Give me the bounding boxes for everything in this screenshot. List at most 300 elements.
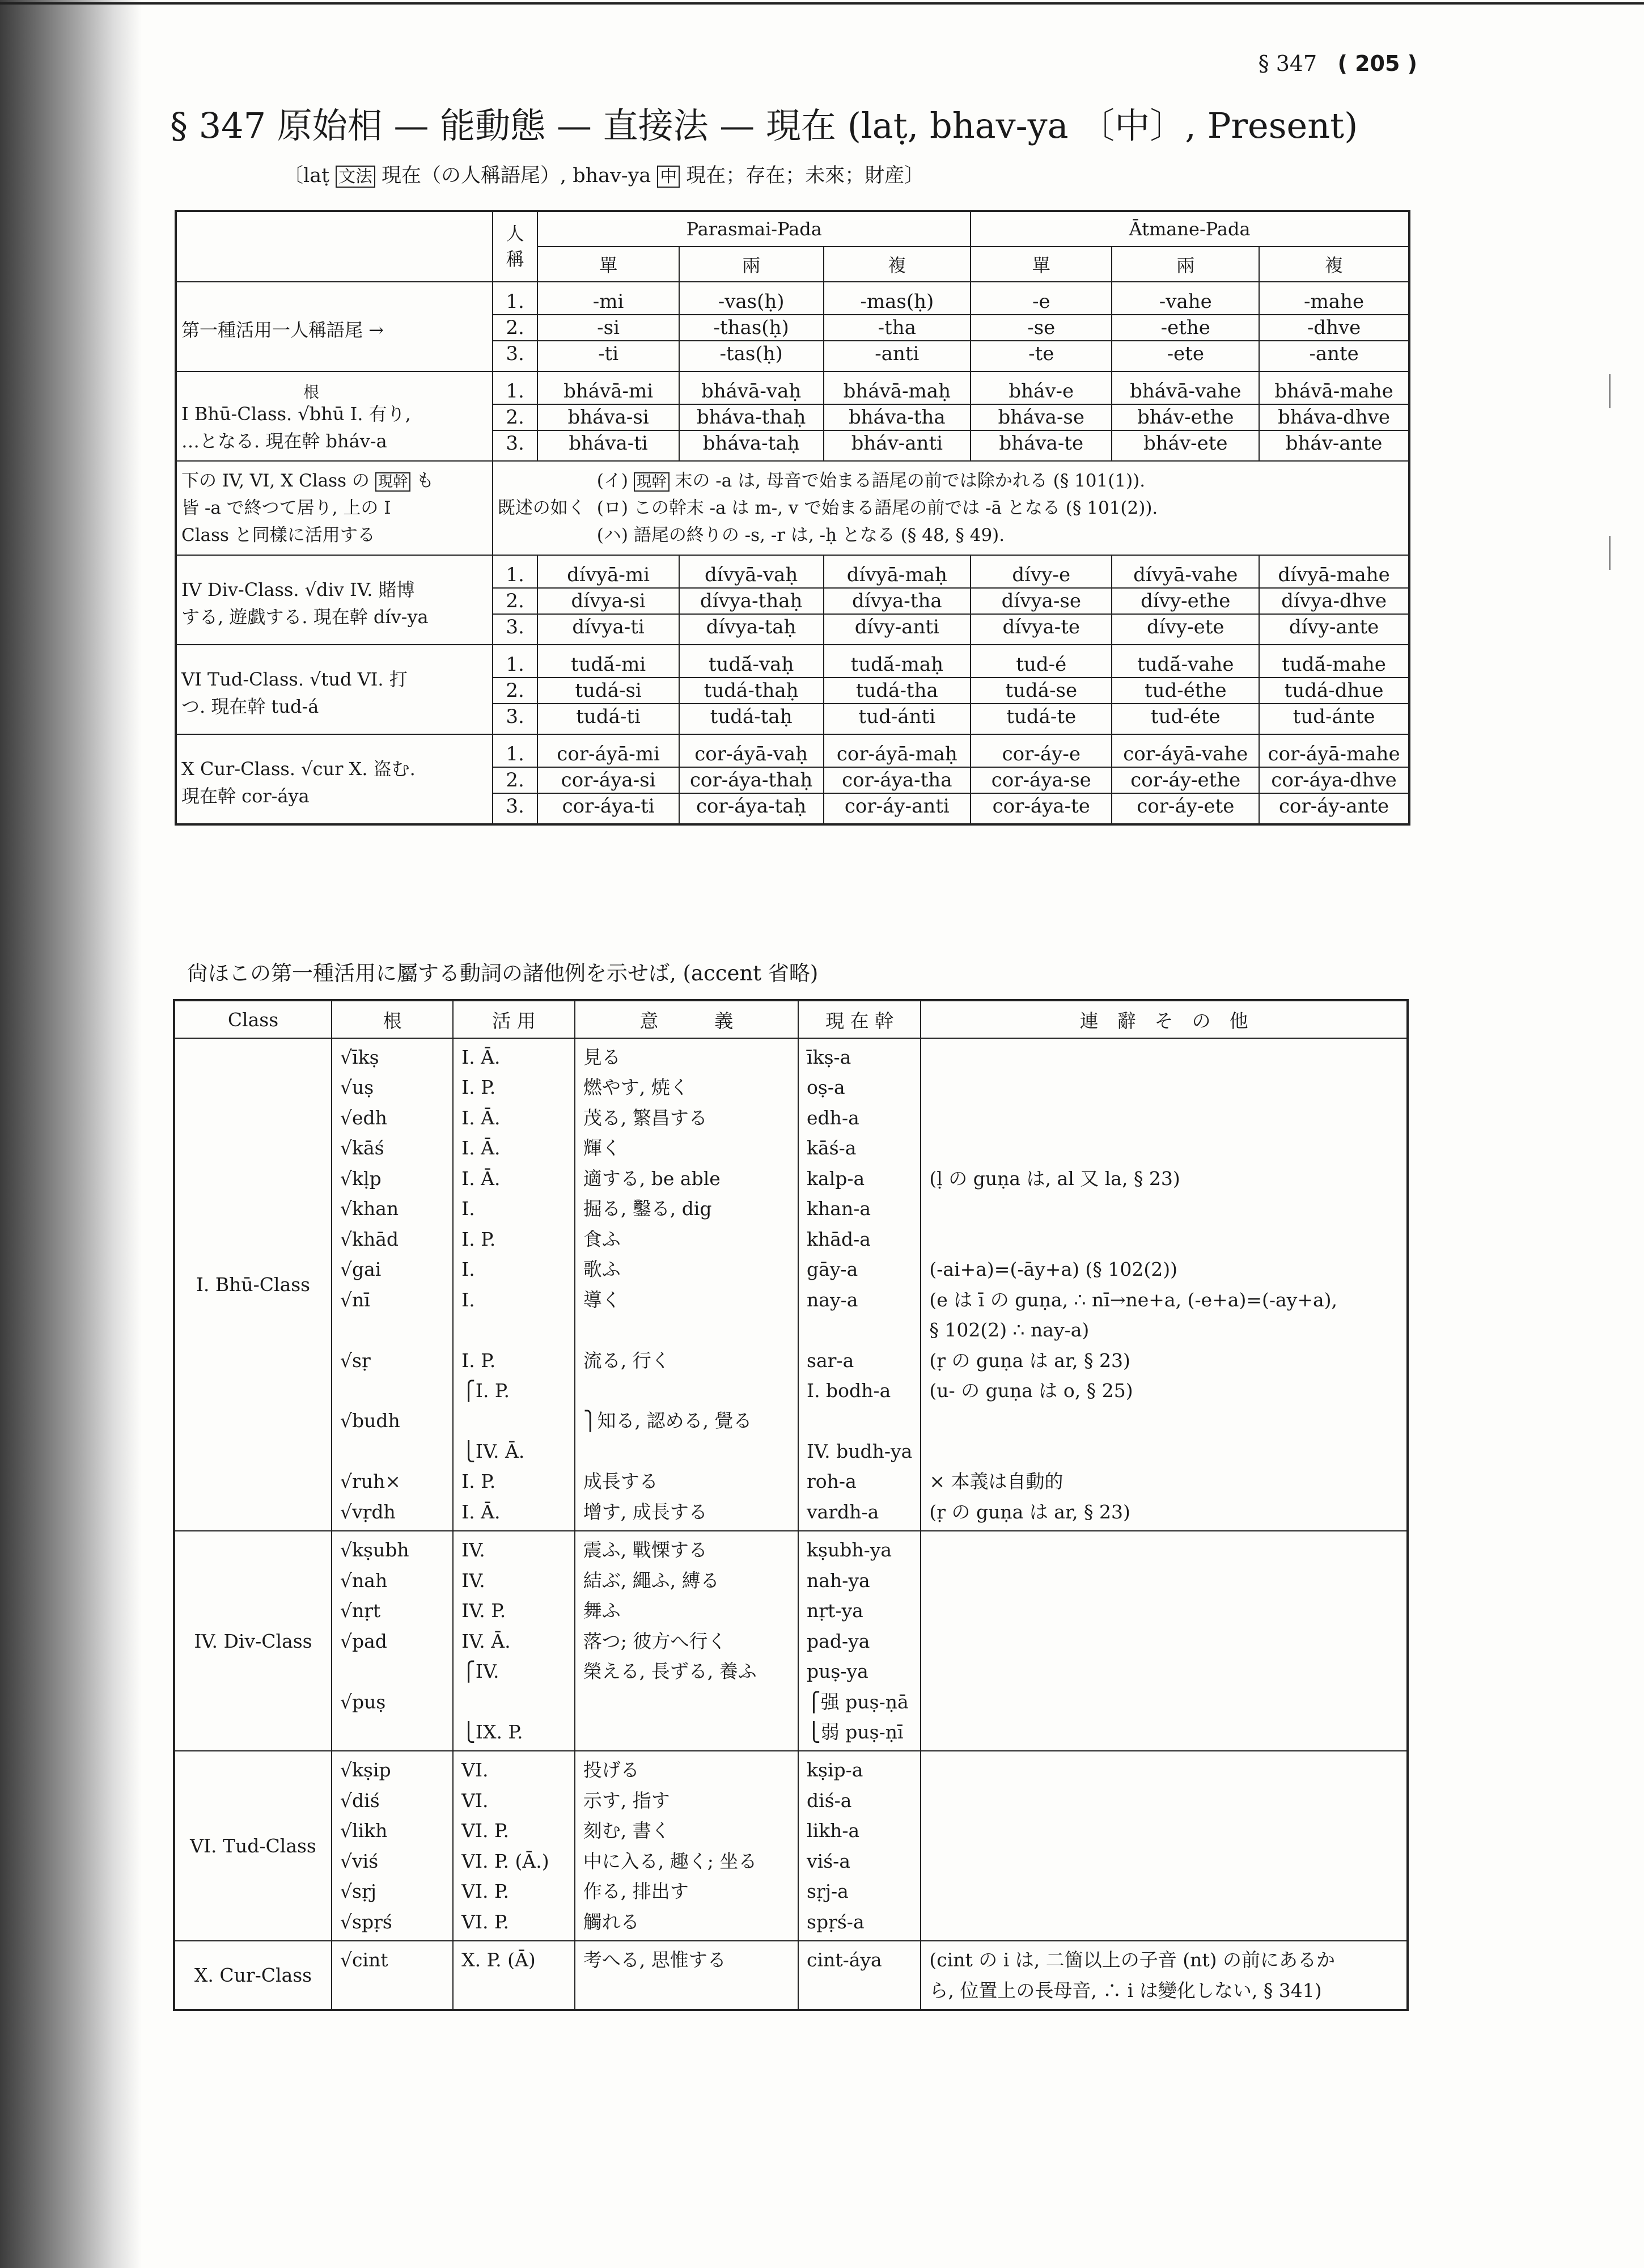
cell-line: I. Ā.: [461, 1106, 501, 1129]
form-cell: bhávā-mi: [537, 371, 679, 404]
person-header: 人稱: [493, 211, 538, 282]
cell-line: [340, 1315, 444, 1345]
corner-cell: [176, 211, 493, 282]
form-cell: -ete: [1112, 341, 1259, 371]
cell-line: (cint の i は, 二箇以上の子音 (nt) の前にあるか: [929, 1949, 1336, 1971]
form-cell: dívya-dhve: [1259, 588, 1409, 614]
cell-line: [929, 1656, 1399, 1686]
person-number: 1.: [493, 282, 538, 315]
cell-line: √edh: [340, 1106, 387, 1129]
class-label-line: …となる. 現在幹 bháv-a: [181, 430, 387, 452]
cell-line: I. Ā.: [461, 1500, 501, 1523]
cell-line: (ṛ の guṇa は ar, § 23): [929, 1349, 1130, 1372]
class-label-line: IV Div-Class. √div IV. 賭博: [181, 579, 415, 600]
form-cell: cor-áyā-mi: [537, 734, 679, 767]
form-cell: cor-áyā-mahe: [1259, 734, 1409, 767]
person-number: 3.: [493, 614, 538, 645]
form-cell: bháv-e: [971, 371, 1112, 404]
class-name: IV. Div-Class: [174, 1531, 332, 1751]
cell-line: 食ふ: [583, 1228, 621, 1250]
form-cell: dívya-te: [971, 614, 1112, 645]
cell-line: √vṛdh: [340, 1500, 396, 1523]
form-cell: tudá-se: [971, 678, 1112, 704]
form-cell: dívy-anti: [824, 614, 971, 645]
cell-line: [929, 1846, 1399, 1876]
form-cell: tudá-si: [537, 678, 679, 704]
class-label: [176, 371, 493, 461]
cell-line: [929, 1194, 1399, 1224]
cell-line: [929, 1072, 1399, 1102]
cell-line: √sṛ: [340, 1349, 371, 1372]
cell-line: 燃やす, 焼く: [583, 1076, 689, 1099]
cell-line: ⎩IX. P.: [461, 1720, 523, 1743]
form-cell: tudā́-mahe: [1259, 645, 1409, 678]
cell-line: ⎩IV. Ā.: [461, 1440, 525, 1462]
form-cell: -se: [971, 315, 1112, 341]
cell-line: [929, 1717, 1399, 1747]
cell-line: I. P.: [461, 1076, 496, 1099]
top-rule: [0, 2, 1644, 5]
form-cell: bháv-ete: [1112, 430, 1259, 461]
cell-line: √nī: [340, 1288, 370, 1311]
form-cell: bháva-ti: [537, 430, 679, 461]
class-note: 下の IV, VI, X Class の 現幹 も 皆 -a で終つて居り, 上の I Class と同樣に活用する: [176, 461, 493, 555]
cell-line: I. Ā.: [461, 1046, 501, 1068]
cell-line: 榮える, 長ずる, 養ふ: [583, 1660, 757, 1683]
form-cell: -tas(ḥ): [679, 341, 824, 371]
cell-line: VI. P.: [461, 1910, 510, 1933]
class-group: [174, 1038, 1408, 1531]
section-title: § 347 原始相 — 能動態 — 直接法 — 現在 (laṭ, bhav-ya 〔中〕, Present): [170, 105, 1358, 146]
cell-line: [461, 1406, 566, 1436]
cell-line: [929, 1224, 1399, 1254]
cell-line: √ruh×: [340, 1470, 401, 1493]
form-cell: cor-áy-ete: [1112, 793, 1259, 824]
form-cell: tudá-ti: [537, 704, 679, 734]
cell-line: √kṣip: [340, 1759, 391, 1782]
scan-mark: [1609, 536, 1611, 570]
class-label-line: つ. 現在幹 tud-á: [181, 696, 319, 717]
other-cell: [921, 1038, 1408, 1531]
cell-line: √sṛj: [340, 1880, 376, 1903]
cell-line: ⎧强 puṣ-ṇā: [807, 1690, 909, 1713]
cell-line: [583, 1717, 790, 1747]
cell-line: viś-a: [807, 1850, 850, 1872]
cell-line: 增す, 成長する: [583, 1500, 707, 1523]
root-cell: [332, 1531, 453, 1751]
form-cell: tudā́-mi: [537, 645, 679, 678]
running-header: [1259, 51, 1417, 76]
cell-line: [340, 1975, 444, 2005]
form-cell: -si: [537, 315, 679, 341]
form-cell: cor-áyā-vahe: [1112, 734, 1259, 767]
cell-line: [929, 1816, 1399, 1846]
form-cell: cor-áya-thaḥ: [679, 767, 824, 793]
form-cell: bháva-se: [971, 404, 1112, 430]
cell-line: [929, 1133, 1399, 1163]
form-cell: dívyā-mahe: [1259, 555, 1409, 588]
conj-row: [176, 645, 1409, 678]
cell-line: (e は ī の guṇa, ∴ nī→ne+a, (-e+a)=(-ay+a),: [929, 1288, 1338, 1311]
cell-line: (u- の guṇa は o, § 25): [929, 1379, 1133, 1402]
person-number: 1.: [493, 371, 538, 404]
stem-cell: [798, 1751, 921, 1941]
form-cell: bhávā-maḥ: [824, 371, 971, 404]
form-cell: cor-áya-dhve: [1259, 767, 1409, 793]
person-number: 3.: [493, 704, 538, 734]
conj-cell: [453, 1751, 575, 1941]
cell-line: √spṛś: [340, 1910, 392, 1933]
cell-line: IV.: [461, 1569, 485, 1592]
cell-line: 適する, be able: [583, 1167, 721, 1190]
form-cell: dívya-thaḥ: [679, 588, 824, 614]
num-header: 複: [1259, 247, 1409, 282]
form-cell: -vas(ḥ): [679, 282, 824, 315]
cell-line: (ṛ の guṇa は ar, § 23): [929, 1500, 1130, 1523]
class-label-line: 現在幹 cor-áya: [181, 785, 310, 807]
person-number: 1.: [493, 555, 538, 588]
cell-line: [340, 1656, 444, 1686]
conj-row: [176, 734, 1409, 767]
cell-line: I. P.: [461, 1470, 496, 1493]
class-label: [176, 645, 493, 734]
form-cell: dívy-ante: [1259, 614, 1409, 645]
form-cell: dívya-se: [971, 588, 1112, 614]
form-cell: dívy-ethe: [1112, 588, 1259, 614]
cell-line: [929, 1565, 1399, 1596]
cell-line: X. P. (Ā): [461, 1949, 536, 1971]
cell-line: [807, 1406, 912, 1436]
form-cell: bháva-te: [971, 430, 1112, 461]
cell-line: 流る, 行く: [583, 1349, 670, 1372]
cell-line: [583, 1315, 790, 1345]
form-cell: -anti: [824, 341, 971, 371]
cell-line: [929, 1755, 1399, 1785]
cell-line: I. Ā.: [461, 1137, 501, 1160]
num-header: 單: [971, 247, 1112, 282]
neuter-box: 中: [657, 166, 680, 188]
cell-line: I.: [461, 1288, 475, 1311]
cell-line: √nṛt: [340, 1600, 381, 1622]
page-number: ( 205 ): [1337, 51, 1417, 76]
form-cell: bhávā-vahe: [1112, 371, 1259, 404]
cell-line: 落つ; 彼方へ行く: [583, 1630, 727, 1652]
form-cell: dívy-e: [971, 555, 1112, 588]
root-cell: [332, 1751, 453, 1941]
cell-line: IV.: [461, 1539, 485, 1562]
cell-line: puṣ-ya: [807, 1660, 868, 1683]
cell-line: [929, 1042, 1399, 1072]
cell-line: VI. P. (Ā.): [461, 1850, 549, 1872]
form-cell: cor-áya-tha: [824, 767, 971, 793]
cell-line: [583, 1436, 790, 1466]
cell-line: 見る: [583, 1046, 621, 1068]
cell-line: 輝く: [583, 1137, 621, 1160]
cell-line: [340, 1376, 444, 1406]
form-cell: cor-áya-ti: [537, 793, 679, 824]
form-cell: bháva-thaḥ: [679, 404, 824, 430]
subtitle-mid: 現在（の人稱語尾）, bhav-ya: [381, 164, 651, 187]
cell-line: [929, 1103, 1399, 1133]
scan-mark: [1609, 374, 1611, 408]
form-cell: -mahe: [1259, 282, 1409, 315]
form-cell: dívyā-mi: [537, 555, 679, 588]
form-cell: -dhve: [1259, 315, 1409, 341]
sandhi-rules: [493, 461, 1409, 555]
form-cell: bháv-ethe: [1112, 404, 1259, 430]
cell-line: [929, 1535, 1399, 1565]
cell-line: 震ふ, 戰慄する: [583, 1539, 707, 1562]
class-label: 第一種活用一人稱語尾 →: [176, 282, 493, 371]
form-cell: -tha: [824, 315, 971, 341]
cell-line: √kāś: [340, 1137, 384, 1160]
meaning-cell: [575, 1941, 798, 2010]
form-cell: cor-áy-e: [971, 734, 1112, 767]
subtitle-pre: 〔laṭ: [283, 164, 330, 187]
cell-line: [807, 1315, 912, 1345]
person-number: 3.: [493, 793, 538, 824]
meaning-cell: [575, 1751, 798, 1941]
cell-line: (ḷ の guṇa は, al 又 la, § 23): [929, 1167, 1180, 1190]
cell-line: [461, 1687, 566, 1717]
cell-line: √budh: [340, 1410, 400, 1432]
form-cell: dívyā-vahe: [1112, 555, 1259, 588]
meaning-cell: [575, 1038, 798, 1531]
cell-line: gāy-a: [807, 1258, 858, 1281]
form-cell: cor-áy-anti: [824, 793, 971, 824]
form-cell: cor-áya-te: [971, 793, 1112, 824]
cell-line: vardh-a: [807, 1500, 879, 1523]
form-cell: tud-ánte: [1259, 704, 1409, 734]
cell-line: diś-a: [807, 1789, 852, 1812]
cell-line: √cint: [340, 1949, 388, 1971]
other-cell: [921, 1751, 1408, 1941]
cell-line: 導く: [583, 1288, 621, 1311]
class-label: [176, 734, 493, 824]
cell-line: khan-a: [807, 1198, 871, 1220]
cell-line: VI.: [461, 1759, 489, 1782]
form-cell: bháva-taḥ: [679, 430, 824, 461]
cell-line: [929, 1907, 1399, 1937]
form-cell: tudá-te: [971, 704, 1112, 734]
form-cell: bhávā-mahe: [1259, 371, 1409, 404]
form-cell: dívya-si: [537, 588, 679, 614]
cell-line: √likh: [340, 1820, 388, 1842]
cell-line: [583, 1376, 790, 1406]
conj-cell: [453, 1531, 575, 1751]
other-cell: [921, 1941, 1408, 2010]
form-cell: bháva-dhve: [1259, 404, 1409, 430]
form-cell: cor-áy-ante: [1259, 793, 1409, 824]
cell-line: īkṣ-a: [807, 1046, 851, 1068]
form-cell: -e: [971, 282, 1112, 315]
cell-line: khād-a: [807, 1228, 871, 1250]
class-name: I. Bhū-Class: [174, 1038, 332, 1531]
person-number: 2.: [493, 767, 538, 793]
cell-line: VI. P.: [461, 1820, 510, 1842]
cell-line: ⎧I. P.: [461, 1379, 510, 1402]
conj-row: [176, 555, 1409, 588]
stem-cell: [798, 1038, 921, 1531]
cell-line: [461, 1315, 566, 1345]
cell-line: roh-a: [807, 1470, 857, 1493]
verb-examples-table: [173, 999, 1409, 2011]
form-cell: tud-éte: [1112, 704, 1259, 734]
cell-line: 掘る, 鑿る, dig: [583, 1198, 712, 1220]
num-header: 兩: [1112, 247, 1259, 282]
person-number: 3.: [493, 341, 538, 371]
cell-line: [583, 1975, 790, 2005]
root-cell: [332, 1038, 453, 1531]
cell-line: [583, 1687, 790, 1717]
cell-line: [340, 1717, 444, 1747]
cell-line: I. P.: [461, 1349, 496, 1372]
cell-line: IV. budh-ya: [807, 1440, 913, 1462]
person-number: 1.: [493, 645, 538, 678]
conj-cell: [453, 1038, 575, 1531]
cell-line: √puṣ: [340, 1690, 386, 1713]
col-header-other: 連 辭 そ の 他: [921, 1000, 1408, 1038]
cell-line: oṣ-a: [807, 1076, 845, 1099]
cell-line: I. P.: [461, 1228, 496, 1250]
cell-line: I.: [461, 1198, 475, 1220]
form-cell: bhávā-vaḥ: [679, 371, 824, 404]
cell-line: sar-a: [807, 1349, 854, 1372]
form-cell: -te: [971, 341, 1112, 371]
form-cell: -vahe: [1112, 282, 1259, 315]
form-cell: -mas(ḥ): [824, 282, 971, 315]
form-cell: cor-áy-ethe: [1112, 767, 1259, 793]
form-cell: tudá-tha: [824, 678, 971, 704]
examples-intro: 尙ほこの第一種活用に屬する動詞の諸他例を示せば, (accent 省略): [187, 961, 819, 985]
form-cell: tudā́-maḥ: [824, 645, 971, 678]
scan-gutter-shadow: [0, 0, 142, 2268]
form-cell: dívya-tha: [824, 588, 971, 614]
class-name: VI. Tud-Class: [174, 1751, 332, 1941]
form-cell: dívyā-maḥ: [824, 555, 971, 588]
cell-line: 舞ふ: [583, 1600, 621, 1622]
person-number: 2.: [493, 678, 538, 704]
cell-line: ら, 位置上の長母音, ∴ i は變化しない, § 341): [929, 1979, 1322, 2002]
grammar-box: 文法: [336, 166, 375, 188]
cell-line: [929, 1406, 1399, 1436]
num-header: 兩: [679, 247, 824, 282]
form-cell: bháv-anti: [824, 430, 971, 461]
cell-line: 示す, 指す: [583, 1789, 670, 1812]
cell-line: I. Ā.: [461, 1167, 501, 1190]
cell-line: 茂る, 繁昌する: [583, 1106, 707, 1129]
rule-lead: 既述の如く: [497, 497, 586, 518]
form-cell: cor-áyā-vaḥ: [679, 734, 824, 767]
cell-line: √pad: [340, 1630, 387, 1652]
cell-line: ⎩弱 puṣ-ṇī: [807, 1720, 904, 1743]
cell-line: kṣip-a: [807, 1759, 863, 1782]
class-label-line: I Bhū-Class. √bhū I. 有り,: [181, 403, 411, 425]
cell-line: [340, 1436, 444, 1466]
cell-line: cint-áya: [807, 1949, 882, 1971]
cell-line: √viś: [340, 1850, 379, 1872]
cell-line: [929, 1876, 1399, 1906]
cell-line: 成長する: [583, 1470, 658, 1493]
cell-line: edh-a: [807, 1106, 859, 1129]
meaning-cell: [575, 1531, 798, 1751]
col-header-root: 根: [332, 1000, 453, 1038]
col-header-conj: 活 用: [453, 1000, 575, 1038]
cell-line: IV. Ā.: [461, 1630, 511, 1652]
form-cell: tud-ánti: [824, 704, 971, 734]
form-cell: tud-é: [971, 645, 1112, 678]
conj-row: [176, 371, 1409, 404]
cell-line: VI. P.: [461, 1880, 510, 1903]
form-cell: cor-áya-si: [537, 767, 679, 793]
person-number: 1.: [493, 734, 538, 767]
rule-3: (ハ) 語尾の終りの -s, -r は, -ḥ となる (§ 48, § 49).: [596, 525, 1005, 546]
cell-line: 觸れる: [583, 1910, 639, 1933]
stem-cell: [798, 1531, 921, 1751]
cell-line: √kḷp: [340, 1167, 382, 1190]
cell-line: nṛt-ya: [807, 1600, 863, 1622]
person-number: 2.: [493, 404, 538, 430]
cell-line: × 本義は自動的: [929, 1470, 1063, 1493]
cell-line: [929, 1626, 1399, 1656]
conjugation-table: [175, 210, 1410, 826]
cell-line: √gai: [340, 1258, 382, 1281]
form-cell: tudá-thaḥ: [679, 678, 824, 704]
class-group: [174, 1751, 1408, 1941]
cell-line: 刻む, 書く: [583, 1820, 670, 1842]
cell-line: 作る, 排出す: [583, 1880, 689, 1903]
conj-row: [176, 282, 1409, 315]
class-label: [176, 555, 493, 645]
header-section: § 347: [1258, 51, 1317, 76]
class-label-line: する, 遊戯する. 現在幹 dív-ya: [181, 606, 429, 628]
root-cell: [332, 1941, 453, 2010]
cell-line: [807, 1975, 912, 2005]
cell-line: kṣubh-ya: [807, 1539, 892, 1562]
cell-line: IV. P.: [461, 1600, 506, 1622]
form-cell: -thas(ḥ): [679, 315, 824, 341]
cell-line: √khād: [340, 1228, 399, 1250]
cell-line: spṛś-a: [807, 1910, 865, 1933]
cell-line: √īkṣ: [340, 1046, 379, 1068]
cell-line: nay-a: [807, 1288, 858, 1311]
cell-line: pad-ya: [807, 1630, 870, 1652]
cell-line: nah-ya: [807, 1569, 870, 1592]
form-cell: -ethe: [1112, 315, 1259, 341]
class-label-line: VI Tud-Class. √tud VI. 打: [181, 668, 408, 690]
form-cell: dívya-taḥ: [679, 614, 824, 645]
cell-line: kalp-a: [807, 1167, 865, 1190]
class-group: [174, 1941, 1408, 2010]
form-cell: dívyā-vaḥ: [679, 555, 824, 588]
form-cell: cor-áya-se: [971, 767, 1112, 793]
cell-line: I.: [461, 1258, 475, 1281]
class-label-line: X Cur-Class. √cur X. 盗む.: [181, 758, 416, 780]
cell-line: [929, 1785, 1399, 1816]
cell-line: ⎧IV.: [461, 1660, 499, 1683]
parasmai-header: Parasmai-Pada: [537, 211, 971, 247]
form-cell: -ante: [1259, 341, 1409, 371]
cell-line: 結ぶ, 繩ふ, 縛る: [583, 1569, 719, 1592]
cell-line: ⎫知る, 認める, 覺る: [583, 1410, 752, 1432]
cell-line: 考へる, 思惟する: [583, 1949, 726, 1971]
cell-line: 中に入る, 趣く; 坐る: [583, 1850, 757, 1872]
form-cell: tudā́-vahe: [1112, 645, 1259, 678]
class-name: X. Cur-Class: [174, 1941, 332, 2010]
form-cell: dívy-ete: [1112, 614, 1259, 645]
other-cell: [921, 1531, 1408, 1751]
form-cell: bháva-tha: [824, 404, 971, 430]
